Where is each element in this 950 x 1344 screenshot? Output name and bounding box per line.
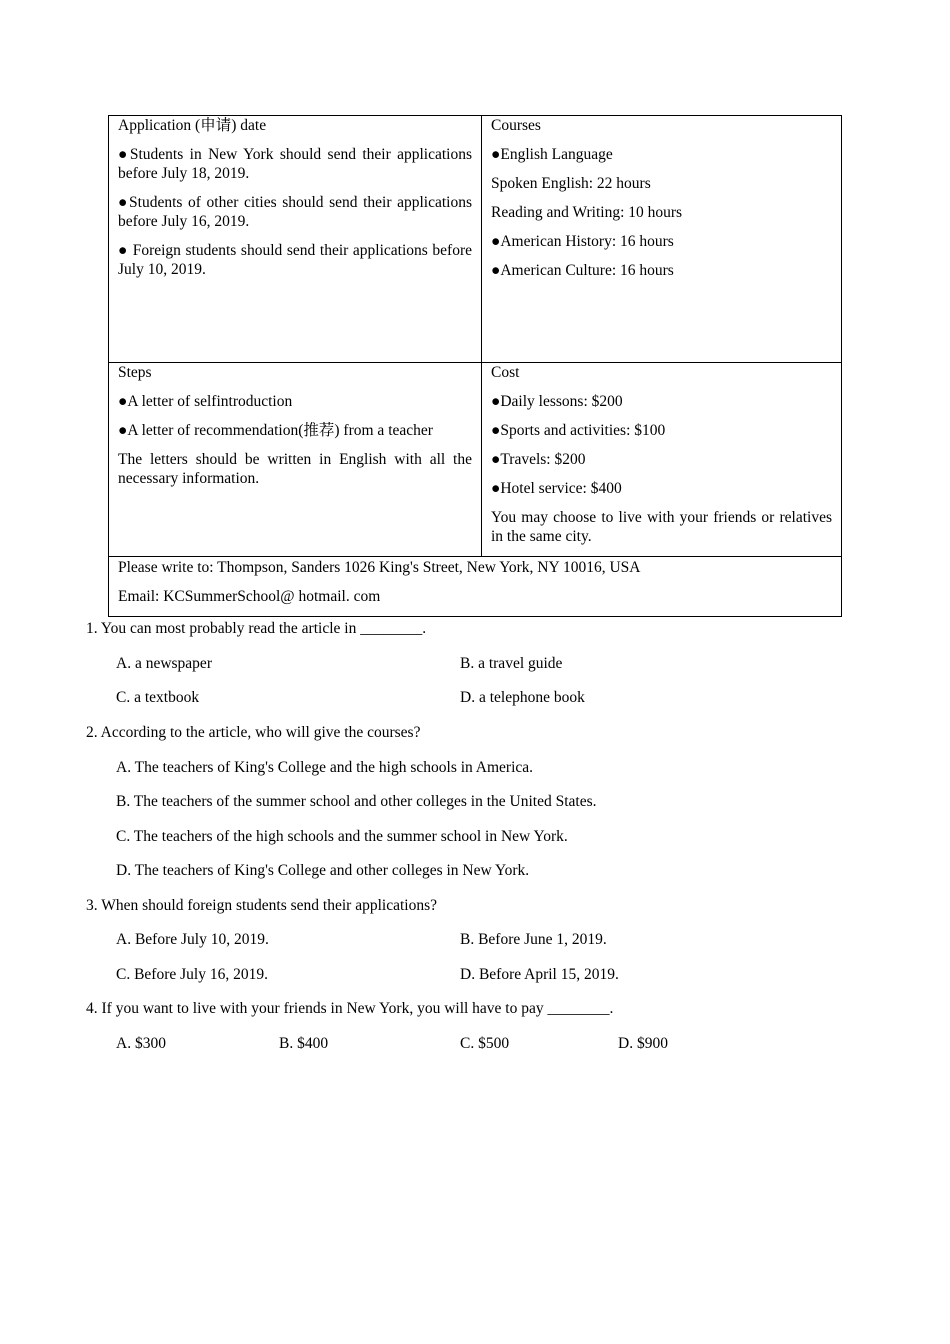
option-b: B. a travel guide: [460, 655, 563, 672]
application-item: ●Students in New York should send their applications before July 18, 2019.: [118, 146, 472, 182]
steps-title: Steps: [118, 364, 152, 381]
course-item: Spoken English: 22 hours: [491, 175, 651, 192]
option-c: C. Before July 16, 2019.: [116, 966, 268, 983]
contact-cell: [109, 557, 842, 617]
cost-item: ●Travels: $200: [491, 451, 586, 468]
step-item: ●A letter of selfintroduction: [118, 393, 293, 410]
option-a: A. Before July 10, 2019.: [116, 931, 269, 948]
question-3-options-row: [86, 930, 866, 950]
question-2: 2. According to the article, who will give the courses?: [86, 724, 421, 741]
course-item: ●English Language: [491, 146, 613, 163]
cost-item: ●Daily lessons: $200: [491, 393, 623, 410]
question-4: 4. If you want to live with your friends in New York, you will have to pay ________.: [86, 1000, 614, 1017]
option-b: B. $400: [279, 1035, 329, 1052]
step-item: The letters should be written in English with all the necessary information.: [118, 451, 472, 487]
option-d: D. The teachers of King's College and other colleges in New York.: [116, 862, 530, 879]
option-d: D. Before April 15, 2019.: [460, 966, 619, 983]
step-item: ●A letter of recommendation(推荐) from a teacher: [118, 422, 433, 439]
courses-cell: [482, 116, 842, 363]
steps-cell: [109, 363, 482, 557]
questions-section: [86, 619, 866, 1054]
question-1: 1. You can most probably read the article in ________.: [86, 620, 427, 637]
courses-title: Courses: [491, 117, 541, 134]
option-c: C. $500: [460, 1035, 510, 1052]
course-item: ●American Culture: 16 hours: [491, 262, 674, 279]
cost-cell: [482, 363, 842, 557]
application-title: Application (申请) date: [118, 117, 267, 134]
option-d: D. $900: [618, 1035, 668, 1052]
cost-item: You may choose to live with your friends or relatives in the same city.: [491, 509, 832, 545]
option-a: A. $300: [116, 1035, 166, 1052]
option-c: C. a textbook: [116, 689, 200, 706]
question-1-options-row: [86, 688, 866, 708]
contact-email: Email: KCSummerSchool@ hotmail. com: [118, 588, 381, 605]
question-3: 3. When should foreign students send their applications?: [86, 897, 437, 914]
application-item: ● Foreign students should send their applications before July 10, 2019.: [118, 242, 472, 278]
option-a: A. a newspaper: [116, 655, 212, 672]
option-b: B. Before June 1, 2019.: [460, 931, 607, 948]
summer-school-info-table: [108, 115, 842, 617]
option-b: B. The teachers of the summer school and other colleges in the United States.: [116, 793, 597, 810]
contact-address: Please write to: Thompson, Sanders 1026 King's Street, New York, NY 10016, USA: [118, 559, 641, 576]
question-3-options-row: [86, 965, 866, 985]
question-4-options-row: [86, 1034, 866, 1054]
option-a: A. The teachers of King's College and the high schools in America.: [116, 759, 534, 776]
option-c: C. The teachers of the high schools and the summer school in New York.: [116, 828, 568, 845]
question-1-options-row: [86, 654, 866, 674]
course-item: Reading and Writing: 10 hours: [491, 204, 683, 221]
application-date-cell: [109, 116, 482, 363]
cost-title: Cost: [491, 364, 520, 381]
option-d: D. a telephone book: [460, 689, 585, 706]
application-item: ●Students of other cities should send their applications before July 16, 2019.: [118, 194, 472, 230]
course-item: ●American History: 16 hours: [491, 233, 674, 250]
cost-item: ●Sports and activities: $100: [491, 422, 666, 439]
cost-item: ●Hotel service: $400: [491, 480, 622, 497]
